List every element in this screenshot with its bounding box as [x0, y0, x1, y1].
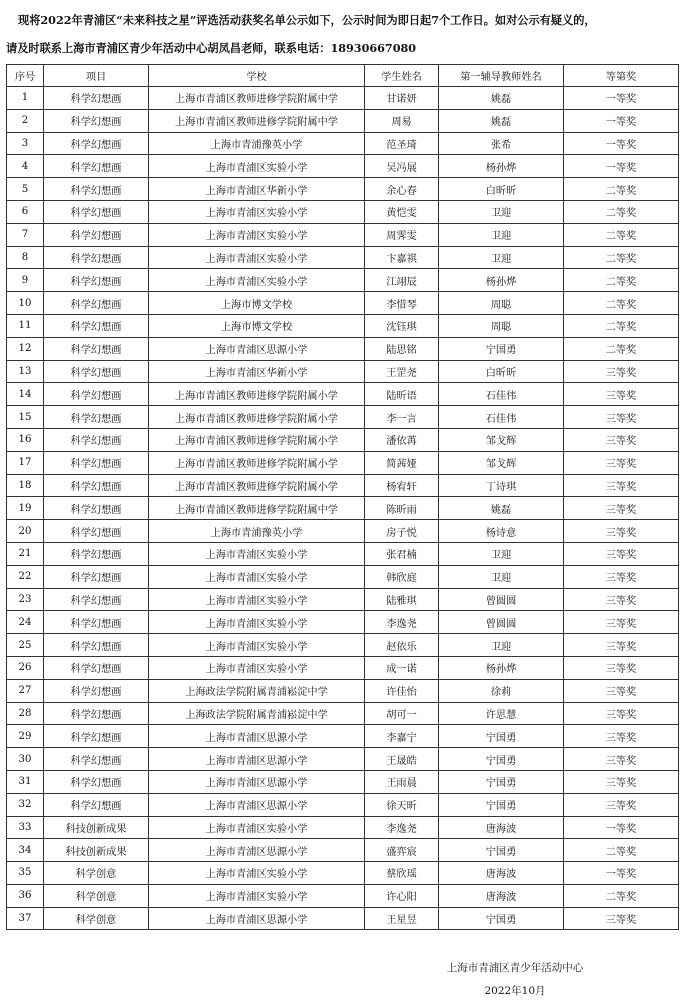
cell-teacher: 姚磊 — [439, 497, 564, 520]
cell-index: 1 — [7, 87, 44, 110]
cell-teacher: 石佳伟 — [439, 406, 564, 429]
cell-project: 科学幻想画 — [44, 155, 149, 178]
cell-project: 科学幻想画 — [44, 200, 149, 223]
cell-teacher: 邹戈辉 — [439, 428, 564, 451]
cell-student: 陈昕雨 — [365, 497, 439, 520]
cell-teacher: 卫迎 — [439, 542, 564, 565]
cell-school: 上海市青浦区实验小学 — [149, 155, 365, 178]
cell-project: 科技创新成果 — [44, 839, 149, 862]
cell-school: 上海市青浦区教师进修学院附属小学 — [149, 383, 365, 406]
cell-award: 三等奖 — [564, 588, 679, 611]
table-row — [7, 87, 679, 110]
cell-teacher: 杨诗意 — [439, 520, 564, 543]
cell-index: 23 — [7, 588, 44, 611]
cell-project: 科学创意 — [44, 907, 149, 930]
cell-award: 三等奖 — [564, 679, 679, 702]
cell-school: 上海市青浦区教师进修学院附属小学 — [149, 428, 365, 451]
cell-teacher: 曾圆圆 — [439, 611, 564, 634]
table-row — [7, 634, 679, 657]
cell-index: 8 — [7, 246, 44, 269]
cell-teacher: 宁国勇 — [439, 907, 564, 930]
table-row — [7, 611, 679, 634]
cell-student: 李嘉宁 — [365, 725, 439, 748]
table-row — [7, 907, 679, 930]
cell-school: 上海市青浦区思源小学 — [149, 839, 365, 862]
cell-award: 三等奖 — [564, 542, 679, 565]
cell-teacher: 卫迎 — [439, 246, 564, 269]
cell-school: 上海市青浦区实验小学 — [149, 223, 365, 246]
notice-line-1: 现将2022年青浦区“未来科技之星”评选活动获奖名单公示如下，公示时间为即日起7个工作日。如对公示有疑义的， — [18, 13, 596, 27]
cell-award: 三等奖 — [564, 383, 679, 406]
cell-school: 上海市青浦区思源小学 — [149, 770, 365, 793]
cell-school: 上海市博文学校 — [149, 292, 365, 315]
cell-project: 科学幻想画 — [44, 451, 149, 474]
cell-teacher: 姚磊 — [439, 87, 564, 110]
cell-index: 7 — [7, 223, 44, 246]
cell-index: 36 — [7, 884, 44, 907]
header-award: 等第奖 — [564, 65, 679, 87]
cell-index: 33 — [7, 816, 44, 839]
cell-student: 吴冯展 — [365, 155, 439, 178]
cell-project: 科学幻想画 — [44, 406, 149, 429]
cell-school: 上海市青浦区教师进修学院附属中学 — [149, 87, 365, 110]
table-row — [7, 246, 679, 269]
cell-award: 一等奖 — [564, 155, 679, 178]
table-row — [7, 360, 679, 383]
cell-index: 13 — [7, 360, 44, 383]
cell-student: 赵依乐 — [365, 634, 439, 657]
table-row — [7, 132, 679, 155]
cell-award: 二等奖 — [564, 269, 679, 292]
cell-teacher: 唐海波 — [439, 862, 564, 885]
cell-project: 科学创意 — [44, 884, 149, 907]
cell-project: 科学创意 — [44, 862, 149, 885]
cell-award: 二等奖 — [564, 314, 679, 337]
cell-student: 杨宥轩 — [365, 474, 439, 497]
table-row — [7, 497, 679, 520]
cell-award: 二等奖 — [564, 246, 679, 269]
cell-teacher: 卫迎 — [439, 565, 564, 588]
cell-index: 26 — [7, 656, 44, 679]
table-row — [7, 383, 679, 406]
cell-teacher: 宁国勇 — [439, 793, 564, 816]
table-row — [7, 702, 679, 725]
table-row — [7, 178, 679, 201]
cell-project: 科学幻想画 — [44, 314, 149, 337]
cell-student: 盛弈宸 — [365, 839, 439, 862]
table-row — [7, 542, 679, 565]
cell-school: 上海市青浦区教师进修学院附属小学 — [149, 451, 365, 474]
award-table — [6, 64, 679, 930]
cell-project: 科学幻想画 — [44, 178, 149, 201]
cell-student: 陆雅琪 — [365, 588, 439, 611]
cell-school: 上海市青浦区实验小学 — [149, 565, 365, 588]
cell-award: 一等奖 — [564, 132, 679, 155]
cell-teacher: 卫迎 — [439, 200, 564, 223]
cell-index: 17 — [7, 451, 44, 474]
table-row — [7, 839, 679, 862]
cell-award: 一等奖 — [564, 109, 679, 132]
cell-school: 上海市青浦区实验小学 — [149, 269, 365, 292]
cell-school: 上海市博文学校 — [149, 314, 365, 337]
cell-award: 三等奖 — [564, 907, 679, 930]
notice-line-2: 请及时联系上海市青浦区青少年活动中心胡凤昌老师，联系电话：18930667080 — [6, 41, 417, 55]
cell-project: 科学幻想画 — [44, 679, 149, 702]
cell-index: 37 — [7, 907, 44, 930]
table-row — [7, 155, 679, 178]
table-row — [7, 862, 679, 885]
table-row — [7, 109, 679, 132]
table-row — [7, 770, 679, 793]
cell-project: 科技创新成果 — [44, 816, 149, 839]
cell-student: 周易 — [365, 109, 439, 132]
table-row — [7, 406, 679, 429]
cell-index: 10 — [7, 292, 44, 315]
table-row — [7, 428, 679, 451]
cell-teacher: 杨孙烨 — [439, 656, 564, 679]
cell-student: 陆昕语 — [365, 383, 439, 406]
cell-award: 三等奖 — [564, 497, 679, 520]
cell-teacher: 宁国勇 — [439, 770, 564, 793]
cell-student: 房子悦 — [365, 520, 439, 543]
cell-student: 余心春 — [365, 178, 439, 201]
cell-project: 科学幻想画 — [44, 748, 149, 771]
cell-award: 二等奖 — [564, 223, 679, 246]
table-row — [7, 565, 679, 588]
cell-index: 30 — [7, 748, 44, 771]
table-row — [7, 793, 679, 816]
cell-index: 3 — [7, 132, 44, 155]
cell-index: 4 — [7, 155, 44, 178]
cell-award: 二等奖 — [564, 839, 679, 862]
cell-award: 三等奖 — [564, 565, 679, 588]
cell-project: 科学幻想画 — [44, 109, 149, 132]
cell-index: 11 — [7, 314, 44, 337]
cell-index: 22 — [7, 565, 44, 588]
cell-student: 李逸尧 — [365, 611, 439, 634]
table-row — [7, 337, 679, 360]
table-row — [7, 520, 679, 543]
cell-project: 科学幻想画 — [44, 725, 149, 748]
cell-project: 科学幻想画 — [44, 474, 149, 497]
cell-index: 28 — [7, 702, 44, 725]
cell-student: 范圣琦 — [365, 132, 439, 155]
cell-student: 许心阳 — [365, 884, 439, 907]
cell-award: 三等奖 — [564, 406, 679, 429]
cell-school: 上海政法学院附属青浦崧淀中学 — [149, 679, 365, 702]
cell-award: 三等奖 — [564, 474, 679, 497]
cell-index: 20 — [7, 520, 44, 543]
cell-award: 二等奖 — [564, 337, 679, 360]
cell-teacher: 曾圆圆 — [439, 588, 564, 611]
cell-teacher: 周聪 — [439, 292, 564, 315]
cell-student: 黄恺雯 — [365, 200, 439, 223]
cell-student: 蔡欣瑶 — [365, 862, 439, 885]
cell-school: 上海市青浦区实验小学 — [149, 200, 365, 223]
cell-teacher: 周聪 — [439, 314, 564, 337]
cell-project: 科学幻想画 — [44, 360, 149, 383]
cell-student: 胡可一 — [365, 702, 439, 725]
table-row — [7, 223, 679, 246]
cell-teacher: 邹戈辉 — [439, 451, 564, 474]
cell-school: 上海市青浦区实验小学 — [149, 634, 365, 657]
cell-school: 上海市青浦区教师进修学院附属中学 — [149, 497, 365, 520]
table-row — [7, 451, 679, 474]
cell-award: 三等奖 — [564, 748, 679, 771]
header-teacher: 第一辅导教师姓名 — [439, 65, 564, 87]
cell-award: 三等奖 — [564, 725, 679, 748]
cell-project: 科学幻想画 — [44, 337, 149, 360]
table-row — [7, 588, 679, 611]
cell-index: 19 — [7, 497, 44, 520]
cell-teacher: 卫迎 — [439, 634, 564, 657]
header-school: 学校 — [149, 65, 365, 87]
cell-teacher: 宁国勇 — [439, 748, 564, 771]
cell-teacher: 许思慧 — [439, 702, 564, 725]
table-row — [7, 269, 679, 292]
cell-student: 潘依苒 — [365, 428, 439, 451]
table-row — [7, 474, 679, 497]
cell-student: 李逸尧 — [365, 816, 439, 839]
cell-award: 三等奖 — [564, 770, 679, 793]
cell-award: 三等奖 — [564, 428, 679, 451]
cell-index: 35 — [7, 862, 44, 885]
cell-school: 上海市青浦区教师进修学院附属小学 — [149, 474, 365, 497]
table-row — [7, 314, 679, 337]
cell-school: 上海市青浦区实验小学 — [149, 862, 365, 885]
cell-index: 16 — [7, 428, 44, 451]
cell-school: 上海市青浦区实验小学 — [149, 816, 365, 839]
cell-student: 李一言 — [365, 406, 439, 429]
cell-school: 上海市青浦区思源小学 — [149, 725, 365, 748]
cell-school: 上海市青浦区教师进修学院附属小学 — [149, 406, 365, 429]
cell-student: 王雨晨 — [365, 770, 439, 793]
cell-project: 科学幻想画 — [44, 383, 149, 406]
cell-teacher: 杨孙烨 — [439, 269, 564, 292]
cell-award: 三等奖 — [564, 520, 679, 543]
cell-school: 上海市青浦区实验小学 — [149, 588, 365, 611]
cell-project: 科学幻想画 — [44, 634, 149, 657]
cell-school: 上海市青浦区实验小学 — [149, 611, 365, 634]
cell-project: 科学幻想画 — [44, 520, 149, 543]
cell-school: 上海市青浦区教师进修学院附属中学 — [149, 109, 365, 132]
cell-student: 王星昱 — [365, 907, 439, 930]
cell-index: 21 — [7, 542, 44, 565]
cell-award: 二等奖 — [564, 200, 679, 223]
cell-student: 徐天昕 — [365, 793, 439, 816]
table-row — [7, 200, 679, 223]
cell-school: 上海市青浦豫英小学 — [149, 520, 365, 543]
cell-teacher: 唐海波 — [439, 884, 564, 907]
cell-student: 沈钰琪 — [365, 314, 439, 337]
cell-index: 24 — [7, 611, 44, 634]
table-row — [7, 725, 679, 748]
cell-index: 5 — [7, 178, 44, 201]
table-header-row — [7, 65, 679, 87]
cell-school: 上海市青浦区实验小学 — [149, 656, 365, 679]
cell-teacher: 姚磊 — [439, 109, 564, 132]
cell-index: 31 — [7, 770, 44, 793]
cell-project: 科学幻想画 — [44, 223, 149, 246]
cell-student: 简茜娅 — [365, 451, 439, 474]
cell-project: 科学幻想画 — [44, 269, 149, 292]
footer-org: 上海市青浦区青少年活动中心 — [446, 962, 584, 974]
cell-student: 江翊辰 — [365, 269, 439, 292]
cell-school: 上海市青浦区思源小学 — [149, 337, 365, 360]
cell-project: 科学幻想画 — [44, 132, 149, 155]
cell-index: 12 — [7, 337, 44, 360]
cell-index: 14 — [7, 383, 44, 406]
cell-award: 三等奖 — [564, 656, 679, 679]
cell-award: 二等奖 — [564, 178, 679, 201]
cell-index: 15 — [7, 406, 44, 429]
cell-project: 科学幻想画 — [44, 656, 149, 679]
cell-student: 王晟皓 — [365, 748, 439, 771]
cell-student: 韩欣庭 — [365, 565, 439, 588]
table-body — [7, 87, 679, 930]
cell-project: 科学幻想画 — [44, 246, 149, 269]
cell-award: 三等奖 — [564, 634, 679, 657]
cell-project: 科学幻想画 — [44, 793, 149, 816]
cell-award: 三等奖 — [564, 702, 679, 725]
cell-school: 上海市青浦区华新小学 — [149, 178, 365, 201]
cell-school: 上海市青浦区实验小学 — [149, 542, 365, 565]
table-row — [7, 884, 679, 907]
cell-index: 2 — [7, 109, 44, 132]
cell-project: 科学幻想画 — [44, 611, 149, 634]
header-student: 学生姓名 — [365, 65, 439, 87]
cell-index: 34 — [7, 839, 44, 862]
cell-project: 科学幻想画 — [44, 588, 149, 611]
cell-index: 29 — [7, 725, 44, 748]
cell-award: 二等奖 — [564, 292, 679, 315]
cell-school: 上海市青浦区实验小学 — [149, 246, 365, 269]
cell-project: 科学幻想画 — [44, 702, 149, 725]
cell-index: 18 — [7, 474, 44, 497]
cell-school: 上海市青浦区华新小学 — [149, 360, 365, 383]
cell-teacher: 宁国勇 — [439, 839, 564, 862]
cell-teacher: 卫迎 — [439, 223, 564, 246]
cell-award: 一等奖 — [564, 816, 679, 839]
cell-school: 上海政法学院附属青浦崧淀中学 — [149, 702, 365, 725]
footer-date: 2022年10月 — [484, 985, 546, 997]
cell-teacher: 杨孙烨 — [439, 155, 564, 178]
table-row — [7, 292, 679, 315]
cell-student: 李惜琴 — [365, 292, 439, 315]
cell-teacher: 宁国勇 — [439, 337, 564, 360]
cell-teacher: 徐莉 — [439, 679, 564, 702]
cell-award: 三等奖 — [564, 793, 679, 816]
cell-teacher: 丁诗琪 — [439, 474, 564, 497]
header-index: 序号 — [7, 65, 44, 87]
cell-student: 陆思铭 — [365, 337, 439, 360]
cell-award: 三等奖 — [564, 360, 679, 383]
cell-student: 张君楠 — [365, 542, 439, 565]
cell-teacher: 石佳伟 — [439, 383, 564, 406]
cell-project: 科学幻想画 — [44, 428, 149, 451]
table-row — [7, 748, 679, 771]
cell-project: 科学幻想画 — [44, 292, 149, 315]
cell-student: 卞嘉祺 — [365, 246, 439, 269]
cell-school: 上海市青浦区思源小学 — [149, 907, 365, 930]
cell-project: 科学幻想画 — [44, 565, 149, 588]
cell-award: 二等奖 — [564, 884, 679, 907]
cell-school: 上海市青浦豫英小学 — [149, 132, 365, 155]
cell-school: 上海市青浦区实验小学 — [149, 884, 365, 907]
cell-teacher: 白昕昕 — [439, 178, 564, 201]
cell-index: 6 — [7, 200, 44, 223]
cell-award: 三等奖 — [564, 451, 679, 474]
cell-school: 上海市青浦区思源小学 — [149, 748, 365, 771]
cell-student: 甘诺妍 — [365, 87, 439, 110]
cell-project: 科学幻想画 — [44, 542, 149, 565]
cell-index: 32 — [7, 793, 44, 816]
cell-school: 上海市青浦区思源小学 — [149, 793, 365, 816]
cell-project: 科学幻想画 — [44, 87, 149, 110]
table-row — [7, 656, 679, 679]
cell-teacher: 宁国勇 — [439, 725, 564, 748]
table-row — [7, 816, 679, 839]
cell-index: 27 — [7, 679, 44, 702]
cell-award: 一等奖 — [564, 862, 679, 885]
cell-index: 9 — [7, 269, 44, 292]
cell-project: 科学幻想画 — [44, 770, 149, 793]
cell-project: 科学幻想画 — [44, 497, 149, 520]
cell-student: 周霁雯 — [365, 223, 439, 246]
cell-student: 许佳怡 — [365, 679, 439, 702]
cell-teacher: 张希 — [439, 132, 564, 155]
cell-student: 成一诺 — [365, 656, 439, 679]
cell-award: 三等奖 — [564, 611, 679, 634]
cell-teacher: 白昕昕 — [439, 360, 564, 383]
cell-award: 一等奖 — [564, 87, 679, 110]
cell-student: 王罡尧 — [365, 360, 439, 383]
header-project: 项目 — [44, 65, 149, 87]
table-row — [7, 679, 679, 702]
cell-index: 25 — [7, 634, 44, 657]
cell-teacher: 唐海波 — [439, 816, 564, 839]
